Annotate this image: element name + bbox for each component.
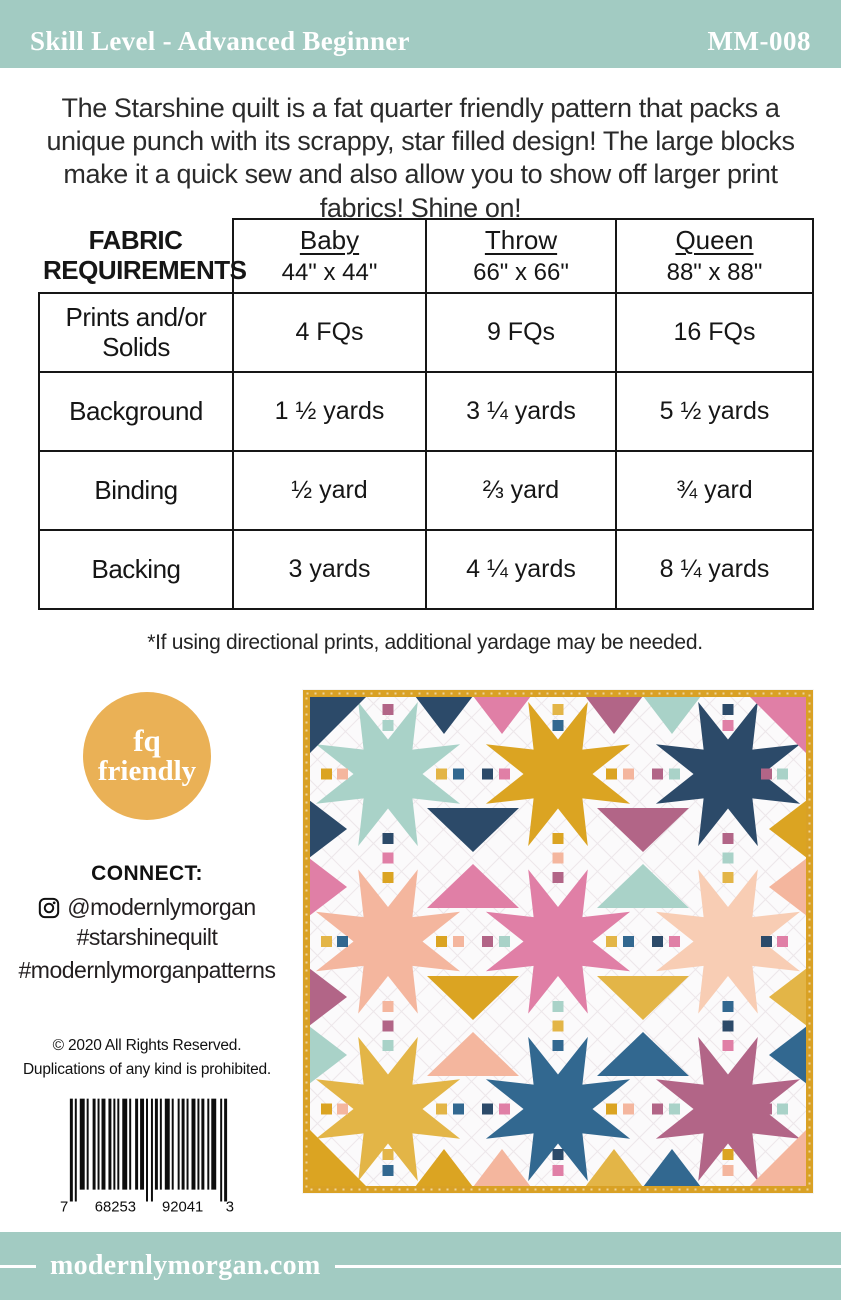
svg-text:92041: 92041: [161, 1199, 204, 1216]
table-row-background: Background 1 ½ yards 3 ¼ yards 5 ½ yards: [39, 372, 813, 451]
footer-left-rule: [0, 1265, 36, 1268]
upc-barcode: [58, 1096, 236, 1218]
header-bar: [0, 0, 841, 68]
hashtag-starshinequilt: #starshinequilt: [76, 924, 218, 950]
footer-right-rule: [335, 1265, 841, 1268]
connect-section: [16, 862, 278, 988]
info-column: [16, 692, 278, 1223]
svg-text:7: 7: [59, 1199, 69, 1216]
hashtag-modernlymorganpatterns: #modernlymorganpatterns: [18, 957, 276, 984]
table-header-row: [39, 219, 813, 293]
table-title: FABRIC REQUIREMENTS: [39, 219, 233, 293]
footer-bar: [0, 1232, 841, 1300]
fabric-requirements-table: [38, 218, 814, 610]
badge-line1: fq: [133, 722, 161, 758]
instagram-row: [16, 894, 278, 921]
instagram-icon: [38, 897, 60, 919]
copyright-line2: Duplications of any kind is prohibited.: [22, 1060, 272, 1078]
skill-level-label: Skill Level - Advanced Beginner: [30, 25, 410, 56]
fq-friendly-badge: [83, 692, 211, 820]
svg-text:3: 3: [225, 1199, 235, 1216]
copyright-line1: © 2020 All Rights Reserved.: [52, 1036, 242, 1054]
website-url: modernlymorgan.com: [50, 1250, 321, 1281]
connect-heading: CONNECT:: [91, 862, 203, 885]
yardage-footnote: *If using directional prints, additional yardage may be needed.: [147, 631, 703, 654]
quilt-photo: [303, 690, 813, 1193]
table-row-binding: Binding ½ yard ⅔ yard ¾ yard: [39, 451, 813, 530]
instagram-handle: @modernlymorgan: [67, 894, 256, 920]
intro-paragraph: The Starshine quilt is a fat quarter friendly pattern that packs a unique punch with its scrappy, star filled design! The large blocks make it a quick sew and also allow you to show off larger print fabrics! Shine on!: [46, 93, 795, 223]
column-header-queen: Queen 88" x 88": [616, 219, 813, 293]
column-header-throw: Throw 66" x 66": [426, 219, 616, 293]
pattern-number: MM-008: [707, 25, 811, 56]
copyright-notice: [16, 1034, 278, 1082]
column-header-baby: Baby 44" x 44": [233, 219, 426, 293]
table-row-prints: Prints and/or Solids 4 FQs 9 FQs 16 FQs: [39, 293, 813, 372]
table-row-backing: Backing 3 yards 4 ¼ yards 8 ¼ yards: [39, 530, 813, 609]
badge-line2: friendly: [97, 754, 197, 787]
svg-text:68253: 68253: [94, 1199, 136, 1216]
